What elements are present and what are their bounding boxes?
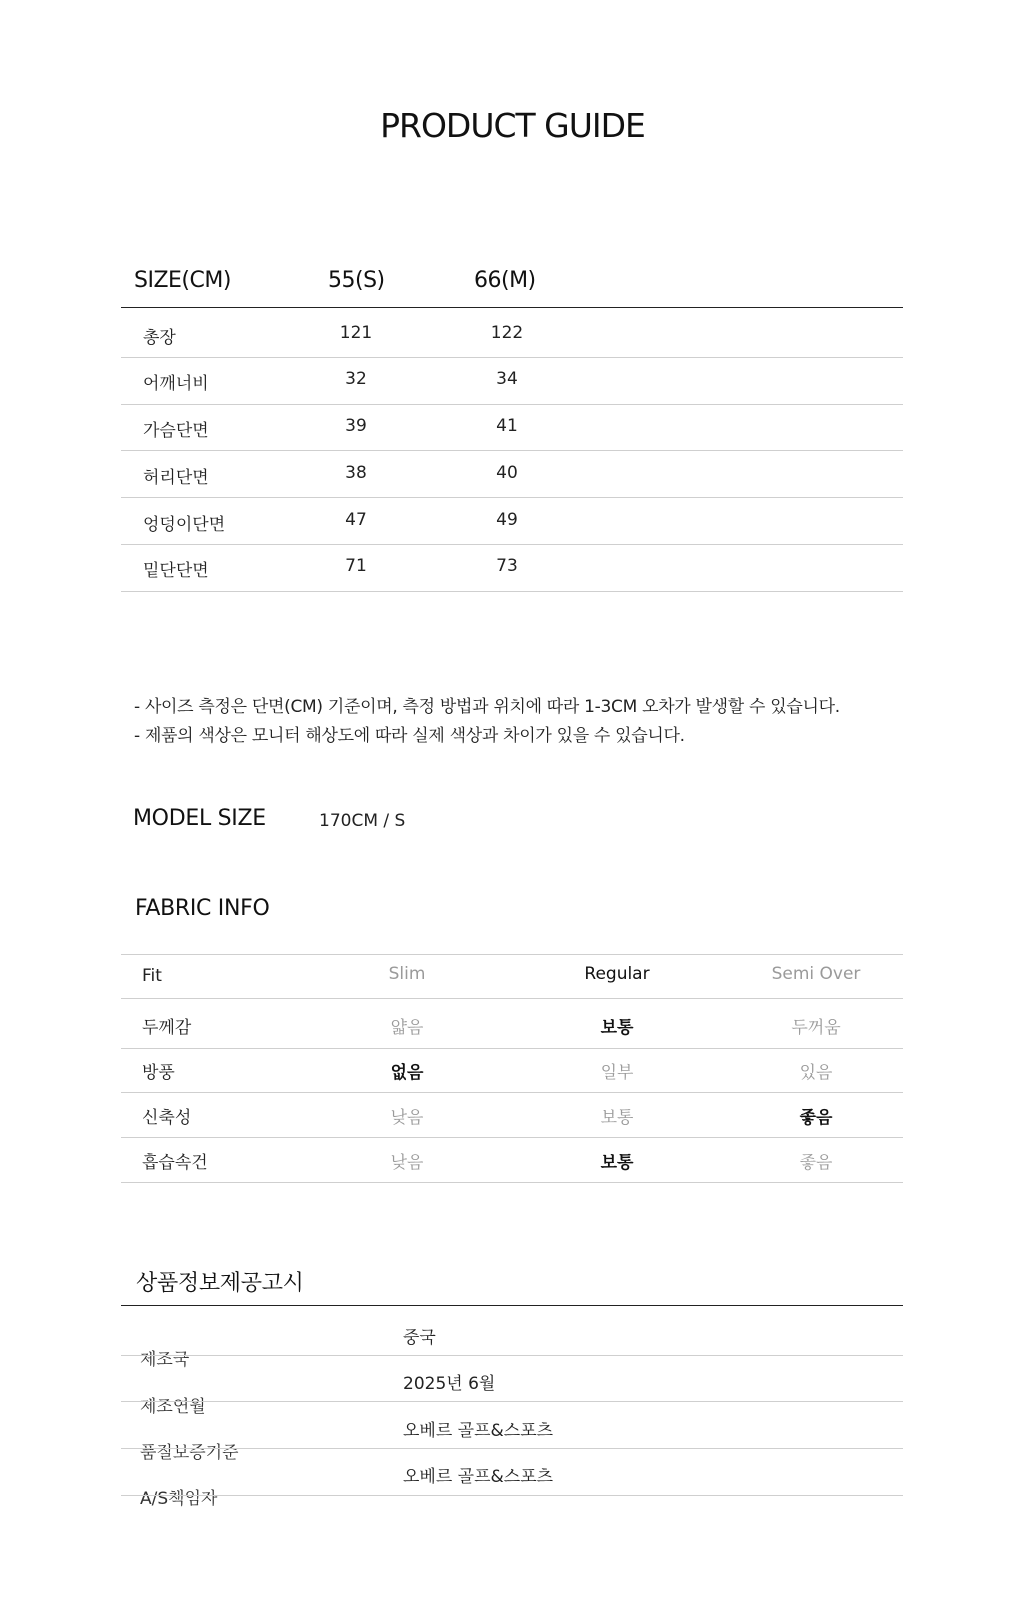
row-divider [121, 450, 903, 451]
row-divider [121, 998, 903, 999]
fabric-option-selected: 보통 [600, 1153, 634, 1173]
fit-option-slim: Slim [388, 964, 426, 984]
fabric-option: 두꺼움 [791, 1018, 841, 1038]
row-divider [121, 544, 903, 545]
size-row-m: 122 [490, 323, 524, 343]
fabric-option: 좋음 [799, 1153, 833, 1173]
size-header-label: SIZE(CM) [134, 268, 231, 293]
size-row-label: 어깨너비 [143, 374, 209, 394]
fabric-row-label: 방풍 [142, 1063, 175, 1083]
size-row-label: 엉덩이단면 [143, 515, 226, 535]
row-divider [121, 591, 903, 592]
size-row-label: 가슴단면 [143, 421, 209, 441]
fabric-option-selected: 없음 [390, 1063, 424, 1083]
notice-value: 2025년 6월 [403, 1374, 496, 1394]
notice-value: 오베르 골프&스포츠 [403, 1421, 554, 1441]
size-header-s: 55(S) [328, 268, 385, 293]
notice-value: 오베르 골프&스포츠 [403, 1467, 554, 1487]
fit-option-semi-over: Semi Over [771, 964, 861, 984]
notice-top-divider [121, 1305, 903, 1306]
fabric-top-divider [121, 954, 903, 955]
size-row-m: 73 [496, 556, 518, 576]
size-row-label: 밑단단면 [143, 561, 209, 581]
fabric-option: 일부 [600, 1063, 634, 1083]
fabric-info-title: FABRIC INFO [135, 896, 270, 921]
fabric-option: 얇음 [390, 1018, 424, 1038]
row-divider [121, 1137, 903, 1138]
fabric-option-selected: 보통 [600, 1018, 634, 1038]
size-row-m: 49 [496, 510, 518, 530]
row-divider [121, 1092, 903, 1093]
size-row-m: 34 [496, 369, 518, 389]
fabric-row-label: 신축성 [142, 1108, 192, 1128]
notice-title: 상품정보제공고시 [136, 1271, 304, 1296]
row-divider [121, 1355, 903, 1356]
row-divider [121, 1448, 903, 1449]
row-divider [121, 1401, 903, 1402]
row-divider [121, 1182, 903, 1183]
size-row-s: 39 [345, 416, 367, 436]
row-divider [121, 497, 903, 498]
size-row-s: 71 [345, 556, 367, 576]
size-row-s: 121 [339, 323, 373, 343]
fit-option-regular: Regular [584, 964, 650, 984]
page-title: PRODUCT GUIDE [380, 106, 645, 145]
size-row-s: 32 [345, 369, 367, 389]
size-row-m: 41 [496, 416, 518, 436]
size-row-s: 47 [345, 510, 367, 530]
fabric-row-label: 흡습속건 [142, 1153, 208, 1173]
notice-label: A/S책임자 [140, 1489, 218, 1509]
model-size-value: 170CM / S [319, 811, 406, 831]
row-divider [121, 357, 903, 358]
fabric-row-label: 두께감 [142, 1018, 192, 1038]
notice-label: 품질보증기준 [140, 1443, 239, 1463]
notice-label: 제조연월 [140, 1397, 206, 1417]
size-row-label: 총장 [143, 328, 176, 348]
row-divider [121, 1495, 903, 1496]
row-divider [121, 404, 903, 405]
row-divider [121, 1048, 903, 1049]
fabric-header-label: Fit [142, 966, 162, 986]
size-row-s: 38 [345, 463, 367, 483]
size-table-header-divider [121, 307, 903, 308]
color-note: - 제품의 색상은 모니터 해상도에 따라 실제 색상과 차이가 있을 수 있습니다. [134, 726, 685, 746]
size-row-m: 40 [496, 463, 518, 483]
notice-label: 제조국 [140, 1350, 190, 1370]
fabric-option: 보통 [600, 1108, 634, 1128]
fabric-option-selected: 좋음 [799, 1108, 833, 1128]
model-size-label: MODEL SIZE [133, 806, 266, 831]
notice-value: 중국 [403, 1328, 436, 1348]
fabric-option: 낮음 [390, 1108, 424, 1128]
size-note: - 사이즈 측정은 단면(CM) 기준이며, 측정 방법과 위치에 따라 1-3CM 오차가 발생할 수 있습니다. [134, 697, 840, 717]
fabric-option: 있음 [799, 1063, 833, 1083]
size-row-label: 허리단면 [143, 468, 209, 488]
size-header-m: 66(M) [474, 268, 536, 293]
fabric-option: 낮음 [390, 1153, 424, 1173]
